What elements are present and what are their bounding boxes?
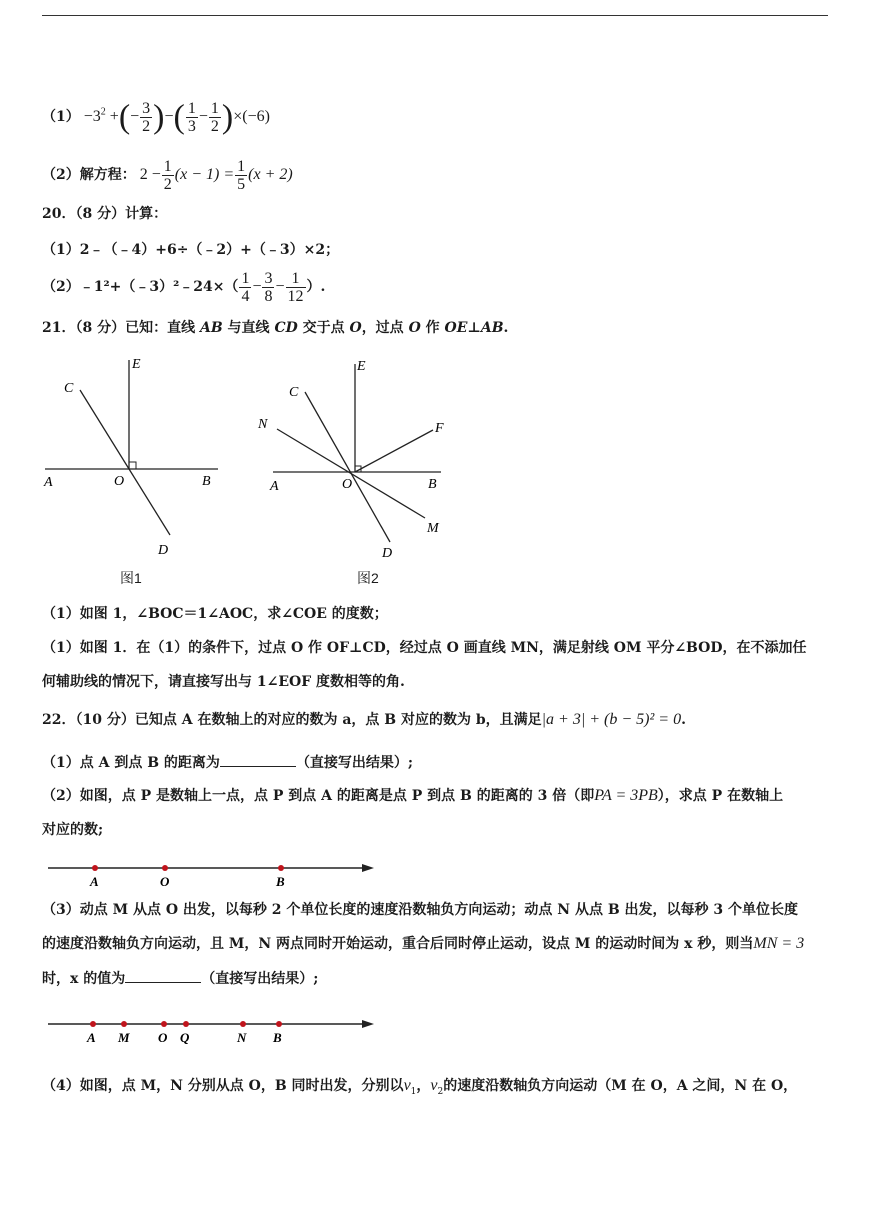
fig2-label-b: B <box>428 477 437 492</box>
point-q <box>183 1021 189 1027</box>
fig2-label-o: O <box>342 477 353 492</box>
q21-part2-line2: 何辅助线的情况下，请直接写出与 1∠EOF 度数相等的角. <box>42 674 405 690</box>
axis2-label-m: M <box>118 1030 130 1045</box>
fig1-label-o: O <box>114 474 125 489</box>
answer-blank-2[interactable] <box>125 968 201 983</box>
axis2-label-b: B <box>273 1030 282 1045</box>
fig1-label-d: D <box>158 543 169 558</box>
q22-part3-line2: 的速度沿数轴负方向运动，且 M，N 两点同时开始运动，重合后同时停止运动，设点 M 的运动时间为 x 秒，则当MN = 3 <box>42 935 805 952</box>
point-o <box>161 1021 167 1027</box>
fig2-label-c: C <box>289 385 299 400</box>
q21-part2-line1: （1）如图 1．在（1）的条件下，过点 O 作 OF⊥CD，经过点 O 画直线 MN，满足射线 OM 平分∠BOD，在不添加任 <box>42 640 807 656</box>
q22-part4: （4）如图，点 M，N 分别从点 O，B 同时出发，分别以$v_1$，$v_2$的速度沿数轴负方向运动（M 在 O，A 之间，N 在 O， <box>42 1077 798 1097</box>
fig1-label-e: E <box>132 357 141 372</box>
point-m <box>121 1021 127 1027</box>
figure-2 <box>255 350 460 565</box>
figure-1 <box>40 350 230 565</box>
fig2-label-e: E <box>357 359 366 374</box>
axis2-label-n: N <box>237 1030 247 1045</box>
fig2-label-n: N <box>258 417 268 432</box>
fig2-caption: 图2 <box>357 570 379 586</box>
axis2-label-a: A <box>87 1030 96 1045</box>
q22-part2-line1: （2）如图，点 P 是数轴上一点，点 P 到点 A 的距离是点 P 到点 B 的距离的 3 倍（即PA = 3PB），求点 P 在数轴上 <box>42 787 784 804</box>
fig2-label-f: F <box>435 421 444 436</box>
axis1-label-o: O <box>160 874 170 889</box>
axis2-label-o: O <box>158 1030 168 1045</box>
point-b <box>278 865 284 871</box>
q19-part1: $(1) -3^2$ +(− $\frac{3}{2}$ )−( $\frac{1}{3}$ − $\frac{1}{2}$ )×(−6) <box>42 98 270 136</box>
answer-blank-1[interactable] <box>220 752 296 767</box>
fig1-label-c: C <box>64 381 74 396</box>
point-b <box>276 1021 282 1027</box>
axis1-label-b: B <box>276 874 285 889</box>
axis1-label-a: A <box>90 874 99 889</box>
axis2-label-q: Q <box>180 1030 190 1045</box>
point-a <box>90 1021 96 1027</box>
q22-part2-line2: 对应的数; <box>42 822 104 838</box>
q21-part1: （1）如图 1，∠BOC＝1∠AOC，求∠COE 的度数； <box>42 606 388 622</box>
q22-part3-line1: （3）动点 M 从点 O 出发，以每秒 2 个单位长度的速度沿数轴负方向运动；动点 N 从点 B 出发，以每秒 3 个单位长度 <box>42 902 799 918</box>
fig2-label-m: M <box>427 521 439 536</box>
q20-part2: （2）﹣1²+（﹣3）²﹣24×（ $\frac{1}{4}$ − $\frac{3}{8}$ − $\frac{1}{12}$ ）. <box>42 270 326 305</box>
fig2-label-a: A <box>270 479 279 494</box>
q22-part3-line3: 时，x 的值为 （直接写出结果）; <box>42 968 318 989</box>
q22-title: 22．（10 分）已知点 A 在数轴上的对应的数为 a，点 B 对应的数为 b，且满足|a + 3| + (b − 5)² = 0. <box>42 711 686 728</box>
number-line-2 <box>40 1012 380 1046</box>
fig1-label-a: A <box>44 475 53 490</box>
q20-title: 20．（8 分）计算： <box>42 206 168 222</box>
fig2-label-d: D <box>382 546 393 561</box>
q19-part2: （2）解方程： 2 − $\frac{1}{2}$ (x − 1) = $\frac{1}{5}$ (x + 2) <box>42 158 293 193</box>
q21-title: 21．（8 分）已知：直线 AB 与直线 CD 交于点 O，过点 O 作 OE⊥AB. <box>42 320 509 336</box>
fig1-caption: 图1 <box>120 570 142 586</box>
header-rule <box>42 15 828 16</box>
q20-part1: （1）2﹣（﹣4）+6÷（﹣2）+（﹣3）×2； <box>42 242 340 258</box>
point-n <box>240 1021 246 1027</box>
point-a <box>92 865 98 871</box>
fig1-label-b: B <box>202 474 211 489</box>
number-line-1 <box>40 856 380 890</box>
point-o <box>162 865 168 871</box>
q22-part1: （1）点 A 到点 B 的距离为 （直接写出结果）; <box>42 752 413 773</box>
